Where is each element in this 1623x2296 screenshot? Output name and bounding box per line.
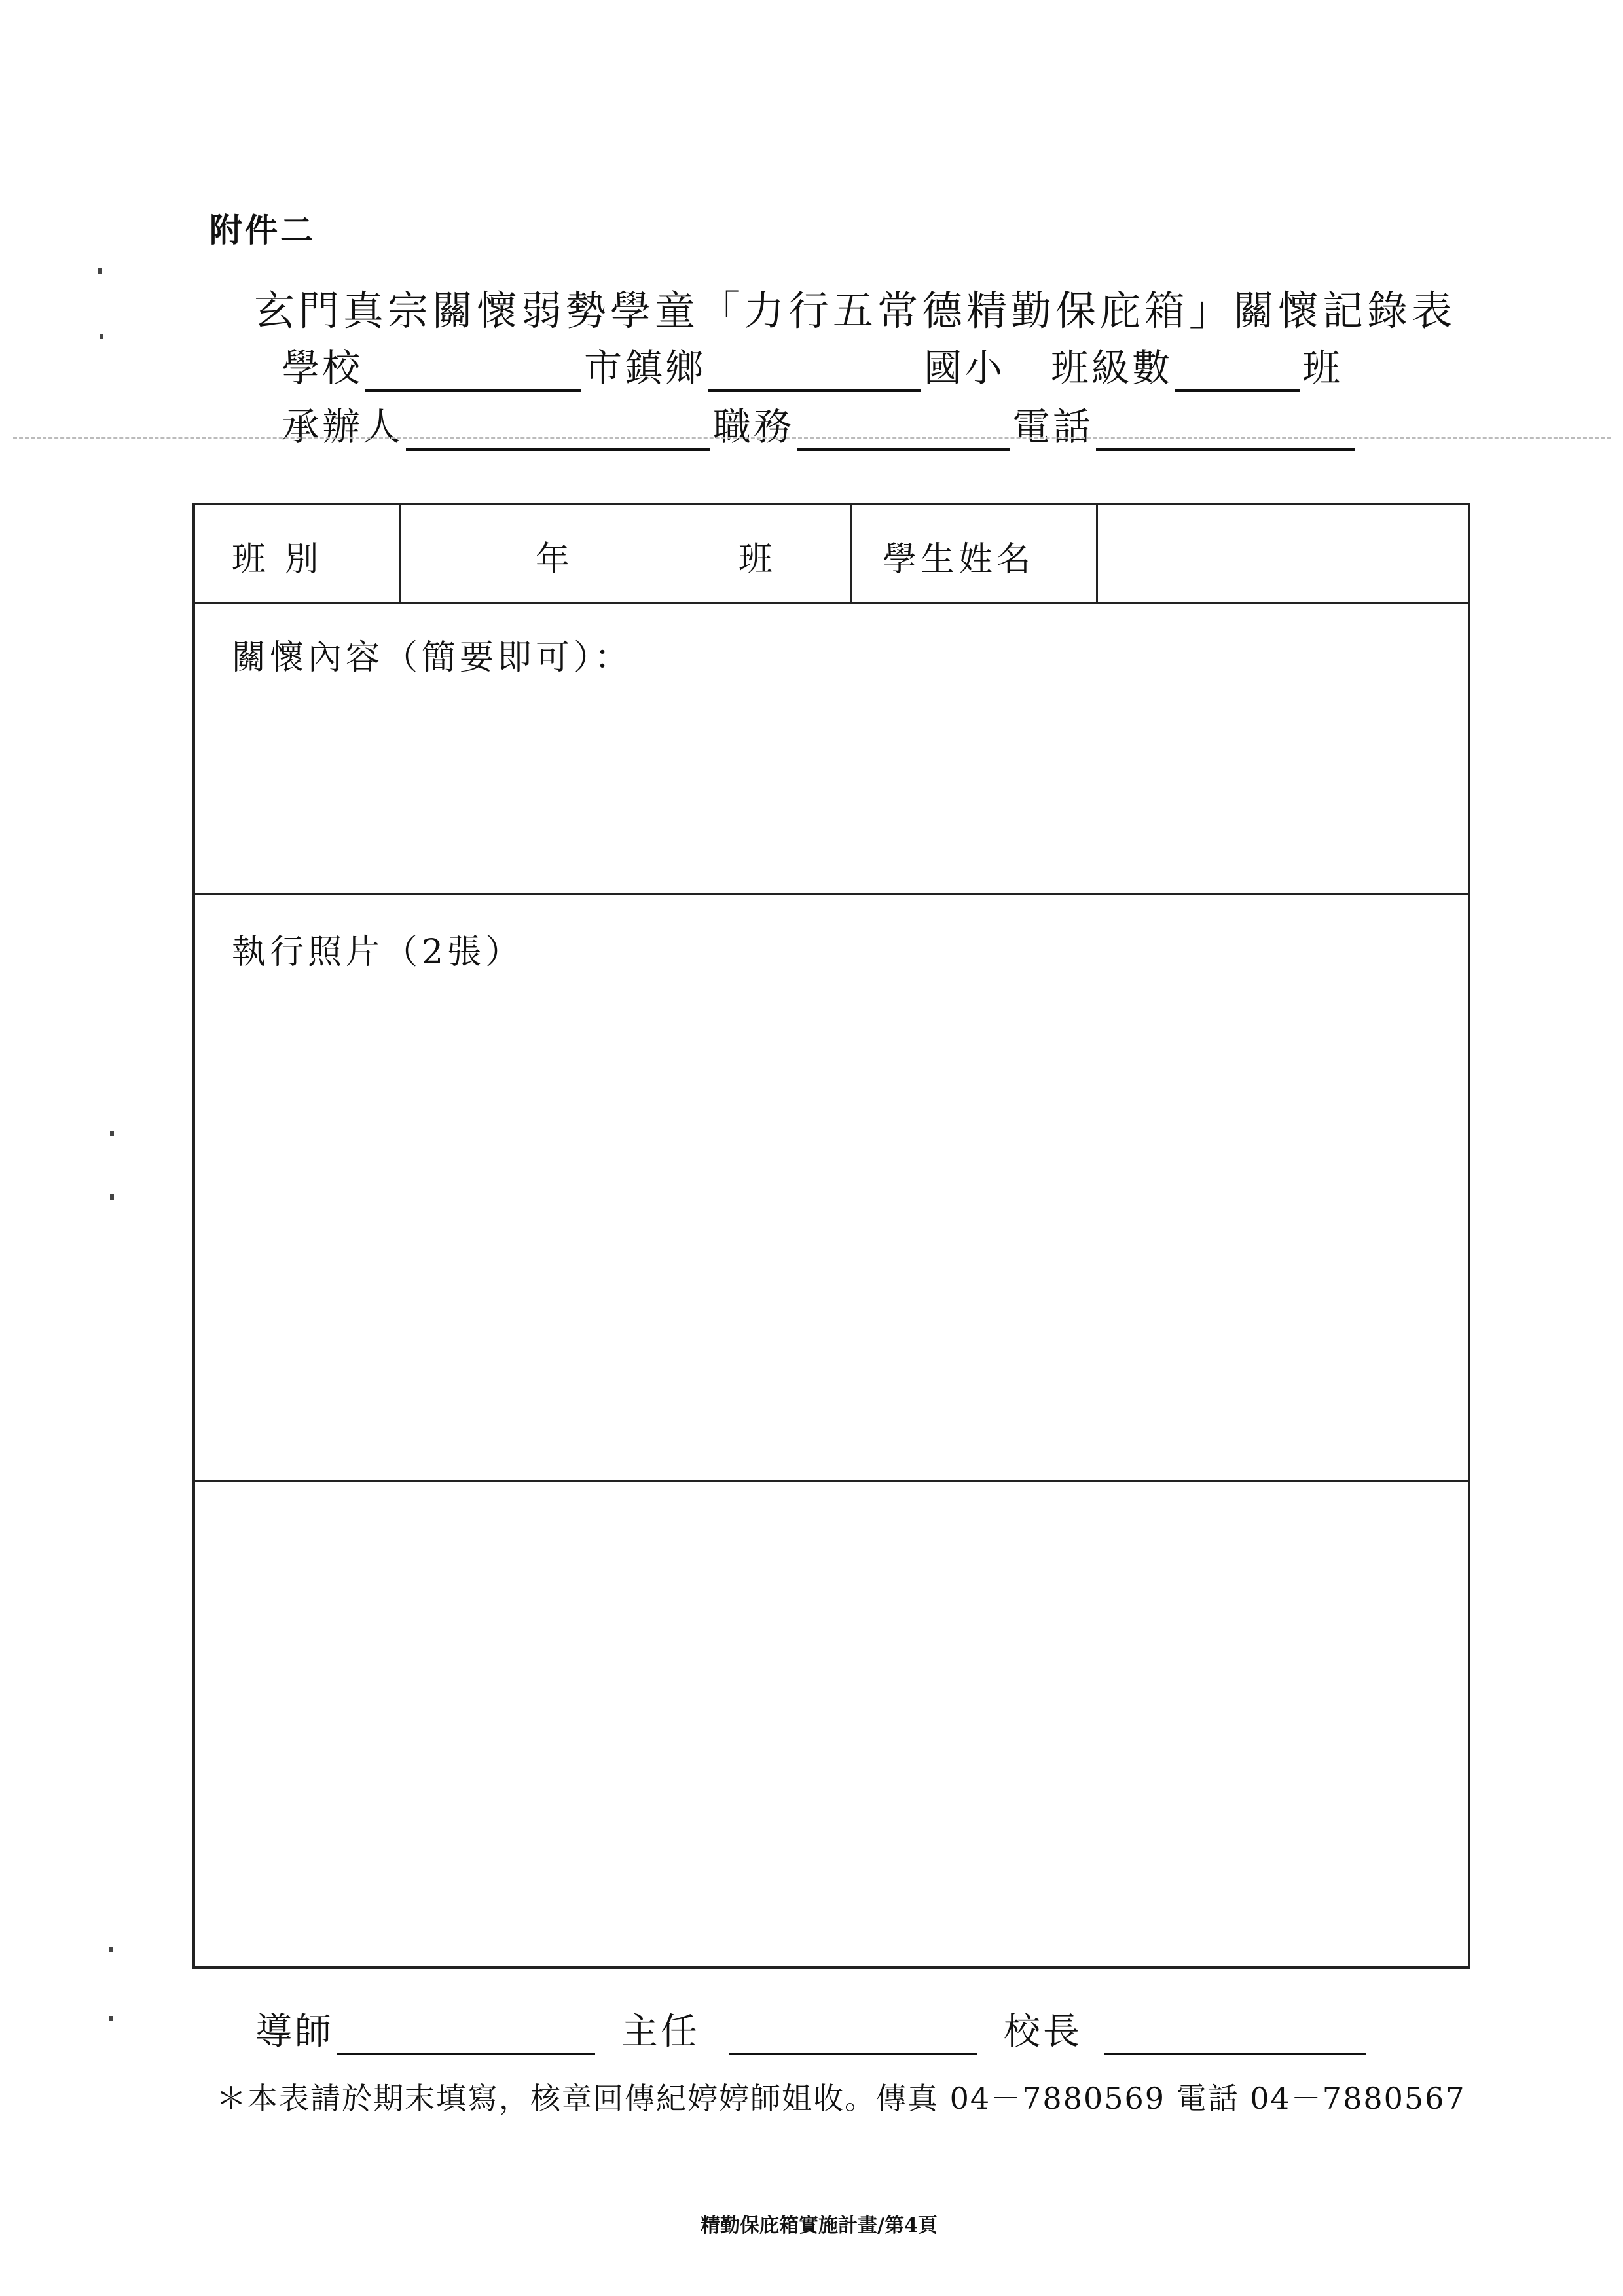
photo-area-1[interactable]: [221, 977, 1439, 1461]
position-field[interactable]: [797, 408, 1010, 451]
scan-speck: [110, 1131, 114, 1136]
class-label: 班 別: [232, 540, 323, 579]
scan-speck: [109, 1947, 113, 1952]
school-field[interactable]: [365, 349, 581, 392]
photo-area-2[interactable]: [221, 1500, 1439, 1952]
class-count-label: 班級數: [1051, 346, 1173, 390]
director-signature-field[interactable]: [729, 2013, 977, 2055]
row-divider: [195, 893, 1468, 895]
care-content-field[interactable]: [221, 682, 1439, 865]
scan-speck: [100, 334, 103, 339]
attachment-label: 附件二: [210, 211, 316, 249]
town-field[interactable]: [708, 349, 921, 392]
phone-field[interactable]: [1096, 408, 1355, 451]
care-content-label: 關懷內容（簡要即可）：: [232, 638, 633, 677]
scan-speck: [110, 1194, 114, 1200]
teacher-label: 導師: [255, 2011, 334, 2053]
teacher-signature-field[interactable]: [337, 2013, 595, 2055]
position-label: 職務: [713, 404, 795, 449]
school-info-row: [282, 337, 1343, 392]
scan-artifact-line: [13, 437, 1611, 439]
footnote: ＊本表請於期末填寫，核章回傳紀婷婷師姐收。傳真 04－7880569 電話 04－7880567: [216, 2081, 1466, 2116]
class-suffix-label: 班: [1302, 346, 1343, 390]
student-name-field[interactable]: [1112, 518, 1459, 590]
elementary-label: 國小: [924, 346, 1006, 390]
table-divider: [1096, 505, 1098, 602]
principal-signature-field[interactable]: [1104, 2013, 1366, 2055]
page-footer: 精勤保庇箱實施計畫/第4頁: [701, 2214, 938, 2237]
handler-field[interactable]: [406, 408, 710, 451]
class-unit-label: 班: [739, 540, 777, 579]
grade-label: 年: [536, 540, 574, 579]
phone-label: 電話: [1012, 404, 1094, 449]
form-title: 玄門真宗關懷弱勢學童「力行五常德精勤保庇箱」關懷記錄表: [254, 287, 1457, 334]
handler-label: 承辦人: [282, 404, 404, 449]
school-label: 學校: [282, 346, 363, 390]
signature-row: [255, 2003, 1369, 2055]
principal-label: 校長: [1004, 2011, 1082, 2053]
care-record-table: [192, 503, 1470, 1969]
table-divider: [850, 505, 852, 602]
scan-speck: [109, 2016, 113, 2021]
class-count-field[interactable]: [1175, 349, 1300, 392]
town-label: 市鎮鄉: [584, 346, 706, 390]
row-divider: [195, 1480, 1468, 1482]
contact-info-row: [282, 396, 1357, 451]
director-label: 主任: [621, 2011, 700, 2053]
row-divider: [195, 602, 1468, 604]
table-divider: [399, 505, 401, 602]
scan-speck: [98, 268, 102, 274]
student-name-label: 學生姓名: [883, 540, 1035, 579]
photos-label: 執行照片（2張）: [232, 933, 524, 972]
